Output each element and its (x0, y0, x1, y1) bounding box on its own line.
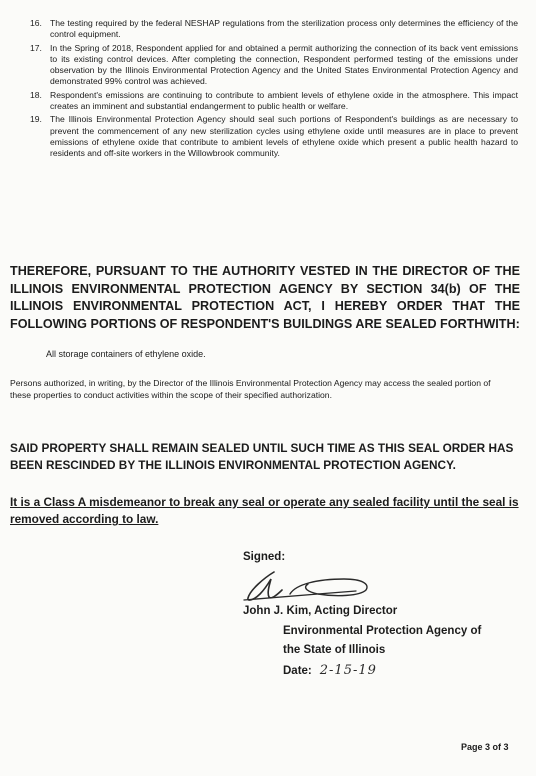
finding-number: 16. (30, 18, 42, 28)
finding-text: Respondent's emissions are continuing to contribute to ambient levels of ethylene oxide in the atmosphere. This impact creates an imminent and substantial endangerment to public health or welfare. (50, 89, 518, 112)
misdemeanor-warning: It is a Class A misdemeanor to break any seal or operate any sealed facility until the seal is removed according to law. (10, 495, 519, 526)
date-label: Date: (283, 665, 312, 677)
finding-number: 18. (30, 89, 42, 100)
sealed-item: All storage containers of ethylene oxide. (46, 349, 206, 359)
authorized-persons-paragraph: Persons authorized, in writing, by the Director of the Illinois Environmental Protection Agency may access the sealed portion of these properties to conduct activities within the scope of their specified authorization. (10, 378, 491, 400)
finding-number: 17. (30, 42, 42, 53)
finding-item (30, 114, 518, 159)
page-number: Page 3 of 3 (461, 742, 509, 752)
finding-text: The Illinois Environmental Protection Agency should seal such portions of Respondent's buildings as are necessary to prevent the commencement of any new sterilization cycles using ethylene oxide until measures are in place to prevent emissions of ethylene oxide that contribute to ambient levels of ethylene oxide which present a public health hazard to residents and off-site workers in the Willowbrook community. (50, 114, 518, 159)
findings-list (30, 18, 518, 162)
order-paragraph: THEREFORE, PURSUANT TO THE AUTHORITY VESTED IN THE DIRECTOR OF THE ILLINOIS ENVIRONMENTAL PROTECTION AGENCY BY SECTION 34(b) OF THE ILLINOIS ENVIRONMENTAL PROTECTION ACT, I HEREBY ORDER THAT THE FOLLOWING PORTIONS OF RESPONDENT'S BUILDINGS ARE SEALED FORTHWITH: (10, 264, 520, 331)
agency-name-line: Environmental Protection Agency of (283, 625, 482, 637)
signatory-name: John J. Kim, Acting Director (243, 605, 398, 617)
state-name-line: the State of Illinois (283, 644, 386, 656)
finding-item (30, 90, 518, 113)
finding-item (30, 18, 518, 41)
finding-text: In the Spring of 2018, Respondent applied for and obtained a permit authorizing the connection of its back vent emissions to its existing control devices. After completing the connection, Respondent performed testing of the emissions under observation by the Illinois Environmental Protection Agency and the United States Environmental Protection Agency and demonstrated 99% control was achieved. (50, 42, 518, 87)
date-line (283, 663, 377, 678)
handwritten-signature (238, 564, 378, 606)
finding-item (30, 43, 518, 88)
finding-number: 19. (30, 114, 42, 125)
handwritten-date: 2-15-19 (319, 663, 377, 678)
finding-text: The testing required by the federal NESHAP regulations from the sterilization process only determines the efficiency of the control equipment. (50, 18, 518, 40)
signed-label: Signed: (243, 551, 286, 563)
remain-sealed-paragraph: SAID PROPERTY SHALL REMAIN SEALED UNTIL SUCH TIME AS THIS SEAL ORDER HAS BEEN RESCINDED BY THE ILLINOIS ENVIRONMENTAL PROTECTION AGENCY. (10, 441, 514, 472)
